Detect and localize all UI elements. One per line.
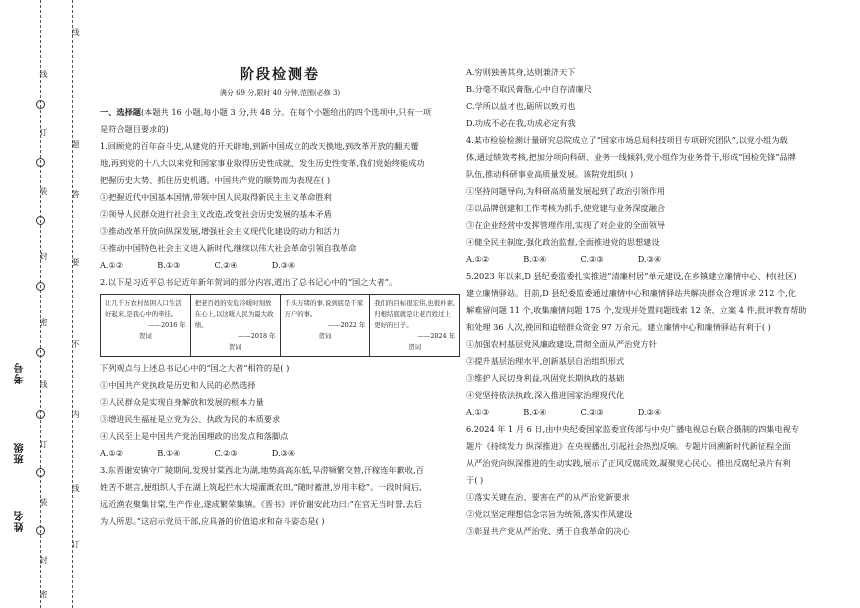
- question-line: 6.2024 年 1 月 6 日,由中央纪委国家监委宣传部与中央广播电视总台联合摄制的四集电视专: [466, 424, 800, 434]
- quote-source: 贺词: [408, 343, 422, 351]
- option-c: C.②③: [580, 254, 604, 264]
- option-b: B.①③: [157, 260, 181, 270]
- question-line: 地,再到党的十八大以来党和国家事业取得历史性成就、发生历史性变革,我们党始终能成功: [100, 158, 425, 168]
- question-line: 把握历史大势、抓住历史机遇。中国共产党的顺势而为表现在( ): [100, 175, 331, 185]
- quote-source: 贺词: [138, 332, 152, 340]
- question-line: 题片《持续发力 纵深推进》在央视播出,引起社会热烈反响。专题片回溯新时代新征程全面: [466, 441, 791, 451]
- option-c: C.②③: [214, 448, 238, 458]
- section-instruction: [100, 104, 460, 121]
- strip-glyph: 订: [39, 440, 48, 448]
- strip-glyph: 订: [71, 540, 80, 548]
- quote-text: 把老百姓的安危冷暖时刻放在心上,以这暖人民为最大政绩。: [194, 299, 274, 329]
- page-subtitle: 满分 69 分,限时 40 分钟,范围(必修 3): [219, 89, 341, 97]
- quote-source: 贺词: [228, 343, 242, 351]
- question-line: 和处理 36 人次,挽回和追赔群众资金 97 万余元。建立廉情中心和廉情驿站有利于( ): [466, 322, 771, 332]
- statement-line: ③彰显共产党从严治党、勇于自我革命的决心: [466, 526, 630, 536]
- strip-glyph: 线: [71, 484, 80, 492]
- outer-dashed-line: [72, 0, 73, 608]
- exam-number-label: 考号: [15, 362, 26, 384]
- answer-options: [466, 404, 838, 421]
- option-b: B.①④: [523, 407, 547, 417]
- strip-glyph: 装: [39, 498, 48, 506]
- quote-cell: [280, 295, 370, 357]
- option-line: C.学所以益才也,砺所以致刃也: [466, 101, 576, 111]
- strip-glyph: 封: [39, 252, 48, 260]
- strip-circle: [36, 158, 45, 167]
- statement-line: ③在企业经营中发挥管理作用,实现了对企业的全面领导: [466, 220, 666, 230]
- answer-options: [466, 251, 838, 268]
- option-a: A.①②: [100, 448, 124, 458]
- instruction-text: 是符合题目要求的): [100, 124, 169, 134]
- strip-circle: [36, 216, 45, 225]
- option-line: D.功成不必在我,功成必定有我: [466, 118, 576, 128]
- strip-glyph: 封: [39, 556, 48, 564]
- question-line: 体,通过绩效考核,把加分项向科研、业务一线倾斜,党小组作为业务骨干,形成“国检先锋”品牌: [466, 152, 796, 162]
- quote-text: 让几千万农村贫困人口生活好起来,是我心中的牵挂。: [105, 299, 182, 318]
- quote-text: 千头万绪的事,说到底是千家万户的事。: [284, 299, 364, 318]
- class-label: 班级: [15, 442, 26, 464]
- statement-line: ①把握近代中国基本国情,带领中国人民取得新民主主义革命胜利: [100, 192, 332, 202]
- question-line: 为人所思。”这启示党员干部,应具备的价值追求和奋斗姿态是( ): [100, 516, 325, 526]
- strip-glyph: 不: [71, 340, 80, 348]
- strip-circle: [36, 348, 45, 357]
- question-line: 从严治党向纵深推进的生动实践,展示了正风反腐成效,凝聚党心民心。推出反腐纪录片有利: [466, 458, 791, 468]
- question-line: 解难留问题 11 个,收集廉情问题 175 个,发现并处置问题线索 12 条、立案 4 件,批评教育帮助: [466, 305, 807, 315]
- left-column: [100, 104, 460, 530]
- strip-circle: [36, 410, 45, 419]
- statement-line: ③维护人民切身利益,巩固党长期执政的基础: [466, 373, 625, 383]
- statement-line: ④人民至上是中国共产党治国理政的出发点和落脚点: [100, 431, 289, 441]
- quote-cell: [190, 295, 280, 357]
- option-b: B.①④: [157, 448, 181, 458]
- binding-strip: [0, 0, 92, 608]
- statement-line: ①坚持问题导向,为科研高质量发展起到了政治引领作用: [466, 186, 666, 196]
- strip-circle: [36, 468, 45, 477]
- statement-line: ①落实关键在治、要害在严的从严治党新要求: [466, 492, 630, 502]
- quote-year: ——2024 年: [417, 332, 455, 340]
- question-line: 建立廉情驿站。目前,D 县纪委监委通过廉情中心和廉情驿站共解决群众合理诉求 212 个,化: [466, 288, 796, 298]
- inner-dashed-line: [40, 0, 41, 608]
- quote-year: ——2022 年: [327, 321, 366, 329]
- statement-line: ②提升基层治理水平,创新基层自治组织形式: [466, 356, 625, 366]
- statement-line: ①加强农村基层党风廉政建设,贯彻全面从严治党方针: [466, 339, 657, 349]
- option-d: D.②④: [637, 407, 662, 417]
- strip-circle: [36, 100, 45, 109]
- statement-line: ②以品牌创建和工作考核为抓手,使党建与业务深度融合: [466, 203, 666, 213]
- statement-line: ③增进民生福祉是立党为公、执政为民的本质要求: [100, 414, 281, 424]
- section-heading: 一、选择题: [100, 107, 141, 117]
- question-line: 5.2023 年以来,D 县纪委监委扎实推进“清廉村居”单元建设,在乡镇建立廉情中心、村(社区): [466, 271, 797, 281]
- strip-glyph: 装: [39, 187, 48, 195]
- option-a: A.①②: [466, 254, 490, 264]
- answer-options: [100, 445, 460, 462]
- question-line: 4.某市检验检测计量研究总院成立了“国家市场总局科技项目专项研究团队”,以党小组为载: [466, 135, 788, 145]
- statement-line: ②党以坚定理想信念宗旨为统领,落实作风建设: [466, 509, 633, 519]
- option-line: B.分毫不取民膏脂,心中自存清廉尺: [466, 84, 592, 94]
- strip-glyph: 线: [39, 70, 48, 78]
- strip-circle: [36, 282, 45, 291]
- statement-line: ④健全民主制度,强化政治监督,全面推进党的思想建设: [466, 237, 660, 247]
- question-line: 于( ): [466, 475, 484, 485]
- question-line: 3.东晋谢安镇守广陵期间,发现甘棠西北为湖,地势高高东低,旱涝频繁交替,汗稼连年歉收,百: [100, 465, 424, 475]
- strip-glyph: 线: [39, 380, 48, 388]
- strip-glyph: 密: [39, 318, 48, 326]
- option-b: B.①④: [523, 254, 547, 264]
- option-line: A.穷则独善其身,达则兼济天下: [466, 67, 576, 77]
- option-d: D.③④: [271, 260, 296, 270]
- quote-cell: [370, 295, 460, 357]
- strip-circle: [36, 526, 45, 535]
- quote-year: ——2018 年: [238, 332, 276, 340]
- option-c: C.②③: [580, 407, 604, 417]
- instruction-text: (本题共 16 小题,每小题 3 分,共 48 分。在每个小题给出的四个选项中,只有一项: [140, 107, 432, 117]
- option-a: A.①②: [100, 260, 124, 270]
- statement-line: ②人民群众是实现自身解放和发展的根本力量: [100, 397, 264, 407]
- option-d: D.③④: [271, 448, 296, 458]
- strip-glyph: 订: [39, 128, 48, 136]
- statement-line: ④推动中国特色社会主义进入新时代,继续以伟大社会革命引领自我革命: [100, 243, 357, 253]
- statement-line: ②领导人民群众进行社会主义改造,改变社会历史发展的基本矛盾: [100, 209, 332, 219]
- quote-table: [100, 294, 460, 357]
- quote-text: 我们的目标很宏伟,也很朴素,归根结底就是让老百姓过上更好的日子。: [374, 299, 455, 329]
- quote-year: ——2016 年: [148, 321, 186, 329]
- strip-glyph: 答: [71, 190, 80, 198]
- strip-glyph: 题: [71, 140, 80, 148]
- answer-options: [100, 257, 460, 274]
- question-line: 姓苦不堪言,便组织人手在湖上筑起拦水大堤灌溉农田,“随时蓄泄,岁用丰稔”。一段时间后,: [100, 482, 422, 492]
- name-label: 姓名: [15, 510, 26, 532]
- strip-glyph: 密: [39, 590, 48, 598]
- strip-glyph: 内: [71, 410, 80, 418]
- option-d: D.③④: [637, 254, 662, 264]
- question-line: 下列观点与上述总书记心中的“国之大者”相符的是( ): [100, 363, 290, 373]
- question-line: 2.以下是习近平总书记近年新年贺词的部分内容,道出了总书记心中的“国之大者”。: [100, 277, 398, 287]
- quote-cell: [101, 295, 191, 357]
- option-c: C.②④: [214, 260, 238, 270]
- statement-line: ④党坚持依法执政,深入推进国家治理现代化: [466, 390, 625, 400]
- statement-line: ①中国共产党执政是历史和人民的必然选择: [100, 380, 256, 390]
- strip-glyph: 要: [71, 258, 80, 266]
- question-line: 队伍,推动科研事业高质量发展。该院党组织( ): [466, 169, 634, 179]
- option-a: A.①③: [466, 407, 490, 417]
- question-line: 远近渔农聚集甘棠,生产作业,遂成繁荣集镇。《晋书》评价谢安此功曰:“在官无当时誉,去后: [100, 499, 422, 509]
- page-title: 阶段检测卷: [240, 67, 320, 83]
- statement-line: ③推动改革开放向纵深发展,增强社会主义现代化建设的动力和活力: [100, 226, 341, 236]
- question-line: 1.回顾党的百年奋斗史,从建党的开天辟地,到新中国成立的改天换地,到改革开放的翻天覆: [100, 141, 419, 151]
- strip-glyph: 线: [71, 28, 80, 36]
- quote-source: 贺词: [318, 332, 332, 340]
- right-column: [466, 64, 838, 540]
